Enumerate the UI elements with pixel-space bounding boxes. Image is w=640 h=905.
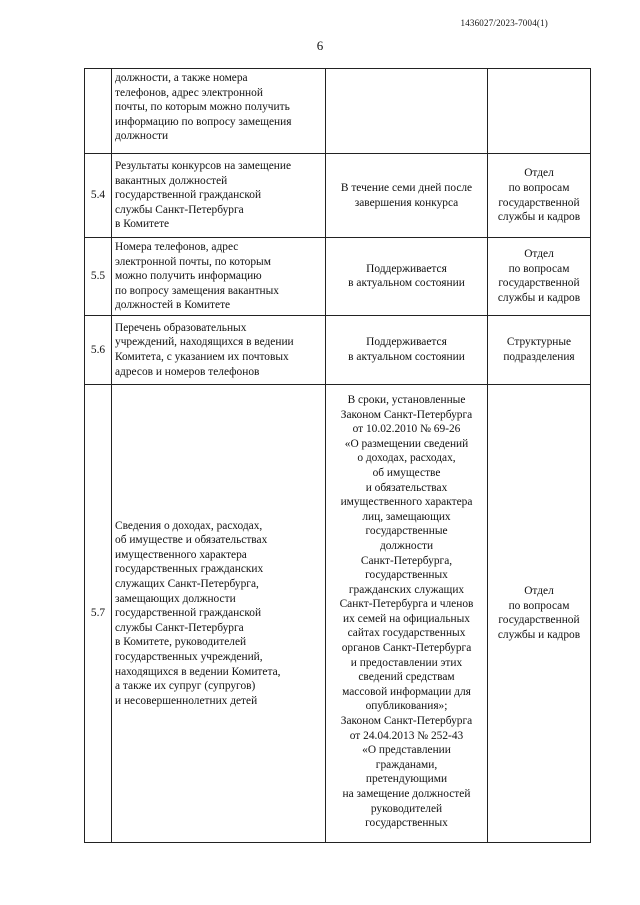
row-number: 5.6 <box>85 315 112 384</box>
row-deadline: Поддерживается в актуальном состоянии <box>326 238 488 316</box>
row-description: Сведения о доходах, расходах, об имуществе и обязательствах имущественного характера государственных гражданских служащих Санкт-Петербурга, замещающих должности государственной гражданской службы Санкт-Петербурга в Комитете, руководителей государственных учреждений, находящихся в ведении Комитета, а также их супруг (супругов) и несовершеннолетних детей <box>112 384 326 842</box>
table-row <box>85 384 591 842</box>
row-responsible: Отдел по вопросам государственной службы и кадров <box>488 238 591 316</box>
document-id: 1436027/2023-7004(1) <box>460 18 548 28</box>
page-number: 6 <box>316 38 324 53</box>
table-row <box>85 154 591 238</box>
row-number <box>85 69 112 154</box>
row-deadline: Поддерживается в актуальном состоянии <box>326 315 488 384</box>
table-row <box>85 69 591 154</box>
row-description: Номера телефонов, адрес электронной почты, по которым можно получить информацию по вопросу замещения вакантных должностей в Комитете <box>112 238 326 316</box>
row-number: 5.7 <box>85 384 112 842</box>
row-description: Результаты конкурсов на замещение вакантных должностей государственной гражданской службы Санкт-Петербурга в Комитете <box>112 154 326 238</box>
table-row <box>85 238 591 316</box>
row-deadline: В течение семи дней после завершения конкурса <box>326 154 488 238</box>
row-responsible <box>488 69 591 154</box>
row-description: Перечень образовательных учреждений, находящихся в ведении Комитета, с указанием их почтовых адресов и номеров телефонов <box>112 315 326 384</box>
row-number: 5.4 <box>85 154 112 238</box>
row-number: 5.5 <box>85 238 112 316</box>
table-row <box>85 315 591 384</box>
row-description: должности, а также номера телефонов, адрес электронной почты, по которым можно получить информацию по вопросу замещения должности <box>112 69 326 154</box>
information-table <box>84 68 591 843</box>
row-responsible: Отдел по вопросам государственной службы и кадров <box>488 384 591 842</box>
row-responsible: Структурные подразделения <box>488 315 591 384</box>
row-responsible: Отдел по вопросам государственной службы и кадров <box>488 154 591 238</box>
row-deadline: В сроки, установленные Законом Санкт-Петербурга от 10.02.2010 № 69-26 «О размещении сведений о доходах, расходах, об имуществе и обязательствах имущественного характера лиц, замещающих государственные должности Санкт-Петербурга, государственных гражданских служащих Санкт-Петербурга и членов их семей на официальных сайтах государственных органов Санкт-Петербурга и предоставлении этих сведений средствам массовой информации для опубликования»; Законом Санкт-Петербурга от 24.04.2013 № 252-43 «О представлении гражданами, претендующими на замещение должностей руководителей государственных <box>326 384 488 842</box>
row-deadline <box>326 69 488 154</box>
